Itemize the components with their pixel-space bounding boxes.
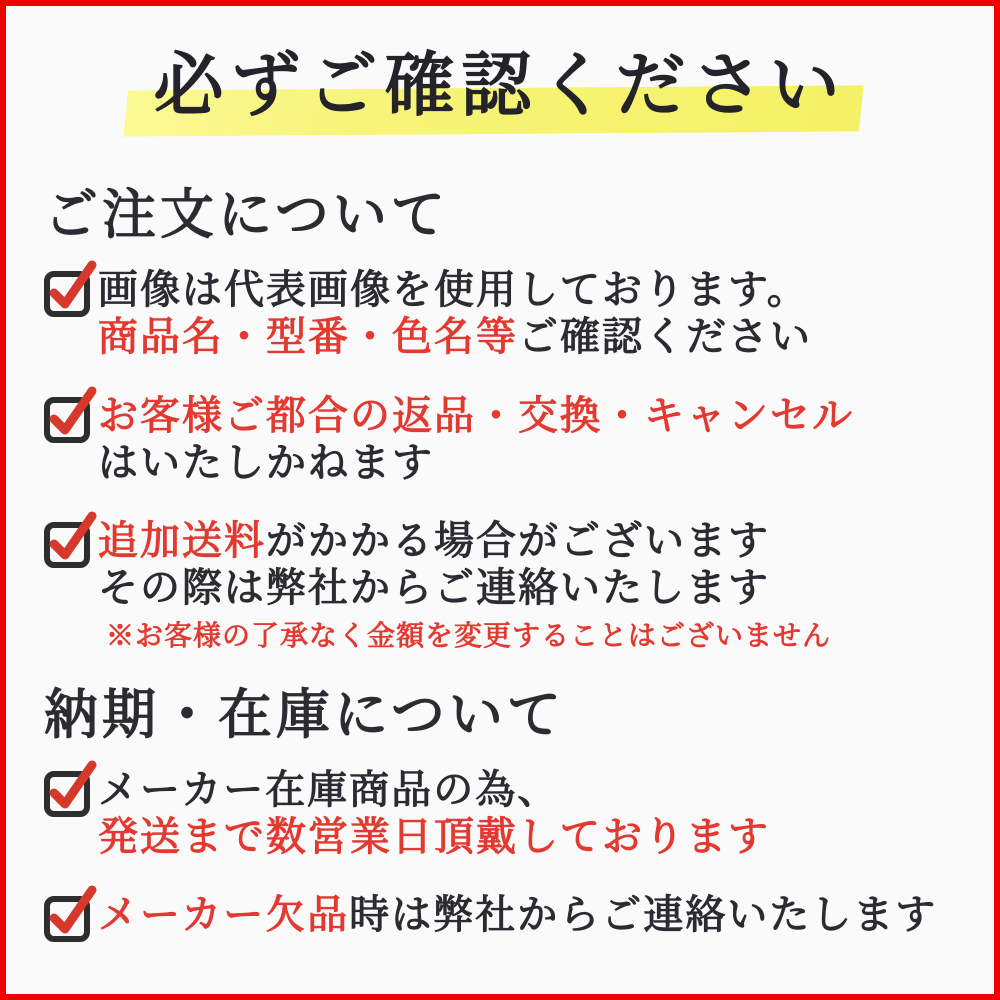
item-text-emphasis: お客様ご都合の返品・交換・キャンセル <box>98 393 854 438</box>
item-text-line <box>98 766 770 813</box>
list-item-returns <box>44 392 854 486</box>
list-item-representative-image <box>44 266 812 360</box>
item-text-line <box>98 392 854 439</box>
list-item-maker-stock <box>44 766 770 860</box>
checked-checkbox-icon <box>44 394 92 442</box>
checked-checkbox-icon <box>44 519 92 567</box>
title-text: 必ずご確認ください <box>153 48 847 125</box>
item-text: メーカー在庫商品の為、 <box>98 767 560 812</box>
list-item-maker-shortage <box>44 891 937 941</box>
item-text: はいたしかねます <box>98 440 434 485</box>
item-text-line <box>98 564 831 611</box>
item-text: ご確認ください <box>518 314 812 359</box>
section-heading-order: ご注文について <box>44 185 449 245</box>
item-text-line <box>98 313 812 360</box>
checked-checkbox-icon <box>44 268 92 316</box>
item-text-emphasis: 商品名・型番・色名等 <box>98 314 518 359</box>
item-text-line <box>98 439 854 486</box>
page-title <box>0 44 1000 130</box>
section-heading-stock: 納期・在庫について <box>44 685 565 745</box>
checked-checkbox-icon <box>44 768 92 816</box>
item-footnote: ※お客様の了承なく金額を変更することはございません <box>106 621 832 652</box>
item-text-line <box>98 266 812 313</box>
item-text: 画像は代表画像を使用しております。 <box>98 267 809 312</box>
item-text-emphasis: メーカー欠品 <box>98 892 350 937</box>
item-text-emphasis: 追加送料 <box>98 518 266 563</box>
item-text-line <box>98 813 770 860</box>
checked-checkbox-icon <box>44 893 92 941</box>
item-text: 時は弊社からご連絡いたします <box>349 892 938 937</box>
item-text-line <box>98 517 831 564</box>
item-text: その際は弊社からご連絡いたします <box>98 565 770 610</box>
list-item-extra-shipping <box>44 517 831 654</box>
item-text-line <box>98 891 937 938</box>
item-text: がかかる場合がございます <box>266 518 770 563</box>
item-text-emphasis: 発送まで数営業日頂戴しております <box>98 814 770 859</box>
